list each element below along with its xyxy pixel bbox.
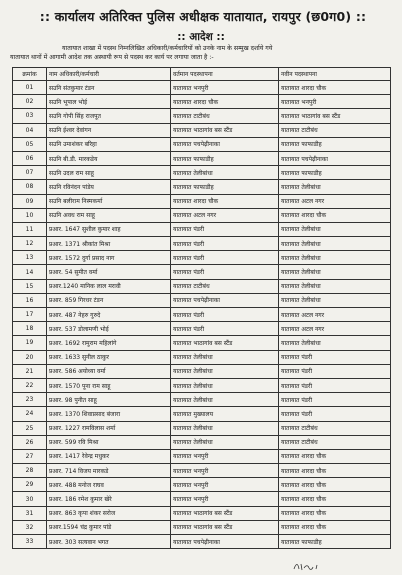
table-row xyxy=(13,166,391,180)
serial-cell: 22 xyxy=(13,378,47,392)
new-posting-cell: यातायात टाटीबंध xyxy=(279,123,391,137)
current-posting-cell: यातायात पंडरी xyxy=(171,237,279,251)
name-cell: प्रआर. 1647 सुशील कुमार शाह xyxy=(47,222,171,236)
serial-cell: 15 xyxy=(13,279,47,293)
current-posting-cell: यातायात तेलीबांधा xyxy=(171,350,279,364)
current-posting-cell: यातायात तेलीबांधा xyxy=(171,435,279,449)
order-heading: :: आदेश :: xyxy=(177,31,225,43)
current-posting-cell: यातायात भनपुरी xyxy=(171,464,279,478)
new-posting-cell: यातायात तेलीबांधा xyxy=(279,265,391,279)
current-posting-cell: यातायात भाठागांव बस स्टैंड xyxy=(171,506,279,520)
table-row xyxy=(13,407,391,421)
serial-cell: 32 xyxy=(13,520,47,534)
current-posting-cell: यातायात शारदा चौक xyxy=(171,194,279,208)
current-posting-cell: यातायात फाफाडीह xyxy=(171,151,279,165)
name-cell: प्रआर. 1692 रामुराम महिलांगे xyxy=(47,336,171,350)
table-row xyxy=(13,378,391,392)
table-row xyxy=(13,435,391,449)
table-row xyxy=(13,109,391,123)
new-posting-cell: यातायात पंडरी xyxy=(279,378,391,392)
order-intro xyxy=(10,44,396,62)
new-posting-cell: यातायात अटल नगर xyxy=(279,308,391,322)
name-cell: प्रआर. 586 अयोध्या वर्मा xyxy=(47,364,171,378)
current-posting-cell: यातायात भनपुरी xyxy=(171,492,279,506)
serial-cell: 06 xyxy=(13,151,47,165)
serial-cell: 23 xyxy=(13,393,47,407)
header-name: नाम अधिकारी/कर्मचारी xyxy=(47,68,171,81)
office-title: :: कार्यालय अतिरिक्त पुलिस अधीक्षक यातायात, रायपुर (छ0ग0) :: xyxy=(39,9,367,24)
table-row xyxy=(13,293,391,307)
new-posting-cell: यातायात पंडरी xyxy=(279,393,391,407)
serial-cell: 27 xyxy=(13,449,47,463)
table-row xyxy=(13,322,391,336)
serial-cell: 16 xyxy=(13,293,47,307)
new-posting-cell: यातायात पंडरी xyxy=(279,364,391,378)
serial-cell: 05 xyxy=(13,137,47,151)
intro-line-2: यातायात थानों में आगामी आदेश तक अस्थायी रूप से पदस्थ कर कार्य पर लगाया जाता है :- xyxy=(10,54,214,61)
name-cell: प्रआर. 537 डोलामणी भोई xyxy=(47,322,171,336)
new-posting-cell: यातायात शारदा चौक xyxy=(279,506,391,520)
serial-cell: 08 xyxy=(13,180,47,194)
name-cell: प्रआर. 1371 श्रीकांत मिश्रा xyxy=(47,237,171,251)
current-posting-cell: यातायात अटल नगर xyxy=(171,208,279,222)
serial-cell: 21 xyxy=(13,364,47,378)
name-cell: प्रआर. 599 रवि मिश्रा xyxy=(47,435,171,449)
serial-cell: 11 xyxy=(13,222,47,236)
name-cell: सउनि बलीराम निस्मकर्मा xyxy=(47,194,171,208)
current-posting-cell: यातायात भाठागांव बस स्टैंड xyxy=(171,123,279,137)
table-header-row xyxy=(13,68,391,81)
serial-cell: 14 xyxy=(13,265,47,279)
header-serial: क्रमांक xyxy=(13,68,47,81)
name-cell: प्रआर. 859 गिरधर टंडन xyxy=(47,293,171,307)
serial-cell: 25 xyxy=(13,421,47,435)
new-posting-cell: यातायात भनपुरी xyxy=(279,95,391,109)
new-posting-cell: यातायात तेलीबांधा xyxy=(279,180,391,194)
current-posting-cell: यातायात पचपेढ़ीनाका xyxy=(171,137,279,151)
current-posting-cell: यातायात भाठागांव बस स्टैंड xyxy=(171,336,279,350)
new-posting-cell: यातायात शारदा चौक xyxy=(279,520,391,534)
serial-cell: 07 xyxy=(13,166,47,180)
posting-table xyxy=(12,67,391,549)
table-row xyxy=(13,336,391,350)
table-row xyxy=(13,208,391,222)
name-cell: प्रआर.1240 मानिक लाल मरावी xyxy=(47,279,171,293)
table-row xyxy=(13,393,391,407)
current-posting-cell: यातायात तेलीबांधा xyxy=(171,421,279,435)
serial-cell: 31 xyxy=(13,506,47,520)
serial-cell: 13 xyxy=(13,251,47,265)
table-row xyxy=(13,421,391,435)
current-posting-cell: यातायात तेलीबांधा xyxy=(171,166,279,180)
current-posting-cell: यातायात पंडरी xyxy=(171,322,279,336)
new-posting-cell: यातायात तेलीबांधा xyxy=(279,279,391,293)
table-row xyxy=(13,520,391,534)
serial-cell: 33 xyxy=(13,535,47,549)
name-cell: प्रआर. 186 रमेश कुमार खेरे xyxy=(47,492,171,506)
table-row xyxy=(13,478,391,492)
serial-cell: 18 xyxy=(13,322,47,336)
name-cell: प्रआर.1594 चंद्र कुमार पांडे xyxy=(47,520,171,534)
name-cell: सउनि उमाशंकर बरिहा xyxy=(47,137,171,151)
table-row xyxy=(13,222,391,236)
name-cell: प्रआर. 863 कृपा शंकर सरोज xyxy=(47,506,171,520)
current-posting-cell: यातायात पंडरी xyxy=(171,251,279,265)
name-cell: प्रआर. 1370 शिवाप्रसाद बंजारा xyxy=(47,407,171,421)
name-cell: सउनि ईश्वर देवांगन xyxy=(47,123,171,137)
intro-line-1: यातायात शाखा में पदस्थ निम्नलिखित अधिकारी/कर्मचारियों को उनके नाम के सम्मुख दर्शाये गये xyxy=(62,45,273,52)
name-cell: प्रआर. 487 नेहरु गुरुदे xyxy=(47,308,171,322)
current-posting-cell: यातायात शारदा चौक xyxy=(171,95,279,109)
table-row xyxy=(13,364,391,378)
table-row xyxy=(13,308,391,322)
new-posting-cell: यातायात तेलीबांधा xyxy=(279,293,391,307)
serial-cell: 19 xyxy=(13,336,47,350)
current-posting-cell: यातायात पचपेढ़ीनाका xyxy=(171,293,279,307)
serial-cell: 10 xyxy=(13,208,47,222)
new-posting-cell: यातायात शारदा चौक xyxy=(279,492,391,506)
new-posting-cell: यातायात भाठागांव बस स्टैंड xyxy=(279,109,391,123)
table-row xyxy=(13,194,391,208)
new-posting-cell: यातायात पचपेढ़ीनाका xyxy=(279,151,391,165)
current-posting-cell: यातायात पंडरी xyxy=(171,308,279,322)
new-posting-cell: यातायात फाफाडीह xyxy=(279,535,391,549)
new-posting-cell: यातायात तेलीबांधा xyxy=(279,237,391,251)
serial-cell: 09 xyxy=(13,194,47,208)
current-posting-cell: यातायात पचपेढ़ीनाका xyxy=(171,535,279,549)
name-cell: प्रआर. 1572 दुर्गा प्रसाद नाग xyxy=(47,251,171,265)
serial-cell: 26 xyxy=(13,435,47,449)
name-cell: सउनि अवध राम साहू xyxy=(47,208,171,222)
name-cell: प्रआर. 1633 सुनील ठाकुर xyxy=(47,350,171,364)
name-cell: सउनि संतकुमार टंडन xyxy=(47,81,171,95)
current-posting-cell: यातायात तेलीबांधा xyxy=(171,393,279,407)
table-row xyxy=(13,279,391,293)
new-posting-cell: यातायात तेलीबांधा xyxy=(279,251,391,265)
serial-cell: 01 xyxy=(13,81,47,95)
name-cell: सउनि बी.डी. मारकडेय xyxy=(47,151,171,165)
name-cell: सउनि रविनंदन पांडेय xyxy=(47,180,171,194)
header-new-posting: नवीन पदस्थापना xyxy=(279,68,391,81)
table-row xyxy=(13,137,391,151)
table-row xyxy=(13,464,391,478)
current-posting-cell: यातायात फाफाडीह xyxy=(171,180,279,194)
current-posting-cell: यातायात पंडरी xyxy=(171,265,279,279)
name-cell: प्रआर. 1570 पूना राम साहू xyxy=(47,378,171,392)
table-row xyxy=(13,350,391,364)
new-posting-cell: यातायात टाटीबंध xyxy=(279,435,391,449)
table-row xyxy=(13,506,391,520)
name-cell: प्रआर. 54 सुमीत वर्मा xyxy=(47,265,171,279)
new-posting-cell: यातायात शारदा चौक xyxy=(279,478,391,492)
new-posting-cell: यातायात अटल नगर xyxy=(279,322,391,336)
table-row xyxy=(13,95,391,109)
new-posting-cell: यातायात फाफाडीह xyxy=(279,166,391,180)
current-posting-cell: यातायात भनपुरी xyxy=(171,478,279,492)
serial-cell: 17 xyxy=(13,308,47,322)
current-posting-cell: यातायात तेलीबांधा xyxy=(171,378,279,392)
new-posting-cell: यातायात शारदा चौक xyxy=(279,464,391,478)
name-cell: प्रआर. 1227 रामविलास शर्मा xyxy=(47,421,171,435)
current-posting-cell: यातायात टाटीबंध xyxy=(171,109,279,123)
header-current-posting: वर्तमान पदस्थापना xyxy=(171,68,279,81)
new-posting-cell: यातायात पंडरी xyxy=(279,407,391,421)
name-cell: सउनि उदल राम साहू xyxy=(47,166,171,180)
table-row xyxy=(13,81,391,95)
name-cell: प्रआर. 1417 रेवेन्द्र मधुकर xyxy=(47,449,171,463)
name-cell: प्रआर. 714 विजय मारकडे xyxy=(47,464,171,478)
serial-cell: 20 xyxy=(13,350,47,364)
serial-cell: 04 xyxy=(13,123,47,137)
current-posting-cell: यातायात तेलीबांधा xyxy=(171,364,279,378)
name-cell: प्रआर. 303 सत्यवान भगत xyxy=(47,535,171,549)
table-row xyxy=(13,151,391,165)
serial-cell: 12 xyxy=(13,237,47,251)
name-cell: प्रआर. 488 मनोज राघव xyxy=(47,478,171,492)
current-posting-cell: यातायात टाटीबंध xyxy=(171,279,279,293)
name-cell: सउनि गोपी सिंह राजपूत xyxy=(47,109,171,123)
name-cell: सउनि भूपाल भोई xyxy=(47,95,171,109)
new-posting-cell: यातायात अटल नगर xyxy=(279,194,391,208)
current-posting-cell: यातायात भाठागांव बस स्टैंड xyxy=(171,520,279,534)
new-posting-cell: यातायात शारदा चौक xyxy=(279,449,391,463)
new-posting-cell: यातायात तेलीबांधा xyxy=(279,222,391,236)
table-row xyxy=(13,180,391,194)
serial-cell: 29 xyxy=(13,478,47,492)
new-posting-cell: यातायात फाफाडीह xyxy=(279,137,391,151)
table-row xyxy=(13,492,391,506)
name-cell: प्रआर. 98 पुनीत साहू xyxy=(47,393,171,407)
table-row xyxy=(13,265,391,279)
serial-cell: 28 xyxy=(13,464,47,478)
new-posting-cell: यातायात शारदा चौक xyxy=(279,208,391,222)
new-posting-cell: यातायात टाटीबंध xyxy=(279,421,391,435)
serial-cell: 02 xyxy=(13,95,47,109)
table-row xyxy=(13,251,391,265)
table-row xyxy=(13,123,391,137)
current-posting-cell: यातायात मुख्यालय xyxy=(171,407,279,421)
new-posting-cell: यातायात तेलीबांधा xyxy=(279,336,391,350)
serial-cell: 03 xyxy=(13,109,47,123)
table-row xyxy=(13,449,391,463)
current-posting-cell: यातायात भनपुरी xyxy=(171,449,279,463)
serial-cell: 30 xyxy=(13,492,47,506)
serial-cell: 24 xyxy=(13,407,47,421)
current-posting-cell: यातायात भनपुरी xyxy=(171,81,279,95)
new-posting-cell: यातायात शारदा चौक xyxy=(279,81,391,95)
current-posting-cell: यातायात पंडरी xyxy=(171,222,279,236)
table-row xyxy=(13,535,391,549)
table-row xyxy=(13,237,391,251)
new-posting-cell: यातायात पंडरी xyxy=(279,350,391,364)
handwritten-initials xyxy=(292,560,322,572)
